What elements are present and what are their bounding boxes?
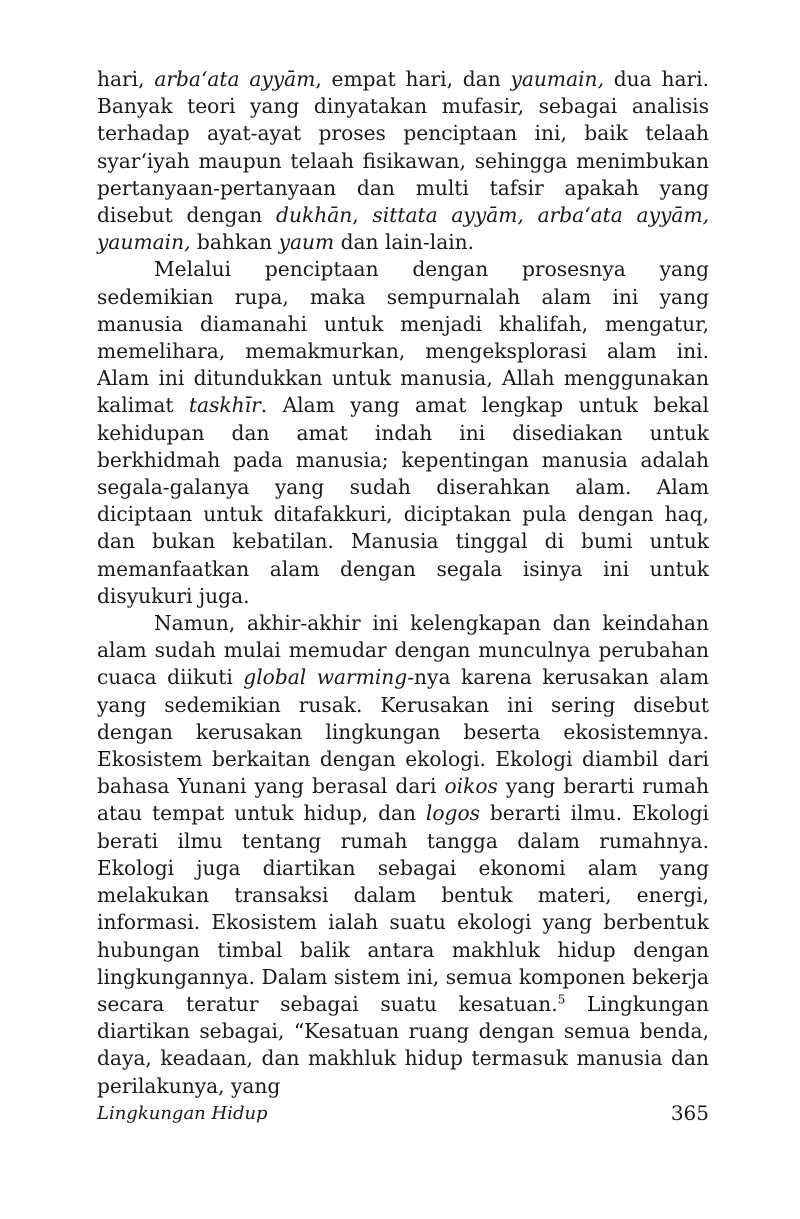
text-segment: berarti ilmu. Ekologi berati ilmu tentang rumah tangga dalam rumahnya. Ekologi juga diartikan sebagai ekonomi alam yang melakukan transaksi dalam bentuk materi, energi, informasi. Ekosistem ialah suatu ekologi yang berbentuk hubungan timbal balik antara makhluk hidup dengan lingkungannya. Dalam sistem ini, semua komponen bekerja secara teratur sebagai suatu kesatuan. [97, 801, 709, 1016]
italic-term: global warming [243, 665, 408, 690]
text-segment: bahkan [190, 230, 279, 255]
italic-term: dukhān [276, 203, 353, 228]
text-segment: Namun, akhir-akhir ini kelengkapan dan keindahan alam sudah mulai memudar dengan munculnya perubahan cuaca diikuti [97, 611, 709, 690]
italic-term: oikos [444, 774, 498, 799]
italic-term: sittata ayyām, arba‘ata ayyām, yaumain, [97, 203, 710, 255]
text-segment: , empat hari, dan [315, 67, 511, 91]
italic-term: taskhīr [188, 393, 261, 418]
footnote-ref: 5 [557, 992, 566, 1007]
text-segment: -nya karena kerusakan alam yang sedemikian rusak. Kerusakan ini sering disebut dengan kerusakan lingkungan beserta ekosistemnya. Ekosistem berkaitan dengan ekologi. Ekologi diambil dari bahasa Yunani yang berasal dari [97, 665, 709, 799]
italic-term: yaum [278, 230, 335, 255]
italic-term: yaumain, [510, 67, 604, 91]
text-segment: , [352, 203, 373, 228]
paragraph [97, 256, 709, 610]
paragraph [97, 610, 709, 1100]
text-segment: yang berarti rumah atau tempat untuk hidup, dan [97, 774, 709, 826]
italic-term: logos [425, 801, 480, 826]
running-footer-title: Lingkungan Hidup [97, 1103, 268, 1124]
body-text [97, 66, 709, 1100]
text-segment: dua hari. Banyak teori yang dinyatakan mufasir, sebagai analisis terhadap ayat-ayat proses penciptaan ini, baik telaah syar‘iyah maupun telaah fisikawan, sehingga menimbukan pertanyaan-pertanyaan dan multi tafsir apakah yang disebut dengan [97, 67, 710, 228]
text-segment: . Alam yang amat lengkap untuk bekal kehidupan dan amat indah ini disediakan untuk berkhidmah pada manusia; kepentingan manusia adalah segala-galanya yang sudah diserahkan alam. Alam diciptaan untuk ditafakkuri, diciptakan pula dengan haq, dan bukan kebatilan. Manusia tinggal di bumi untuk memanfaatkan alam dengan segala isinya ini untuk disyukuri juga. [97, 393, 709, 608]
paragraph [97, 66, 709, 256]
text-segment: Lingkungan diartikan sebagai, “Kesatuan ruang dengan semua benda, daya, keadaan, dan makhluk hidup termasuk manusia dan perilakunya, yang [97, 991, 709, 1098]
text-segment: Melalui penciptaan dengan prosesnya yang sedemikian rupa, maka sempurnalah alam ini yang manusia diamanahi untuk menjadi khalifah, mengatur, memelihara, memakmurkan, mengeksplorasi alam ini. Alam ini ditundukkan untuk manusia, Allah menggunakan kalimat [97, 257, 709, 418]
text-segment: dan lain-lain. [334, 230, 475, 255]
italic-term: arba‘ata ayyām [154, 67, 316, 91]
text-segment: hari, [97, 67, 155, 91]
page-number: 365 [670, 1101, 709, 1125]
